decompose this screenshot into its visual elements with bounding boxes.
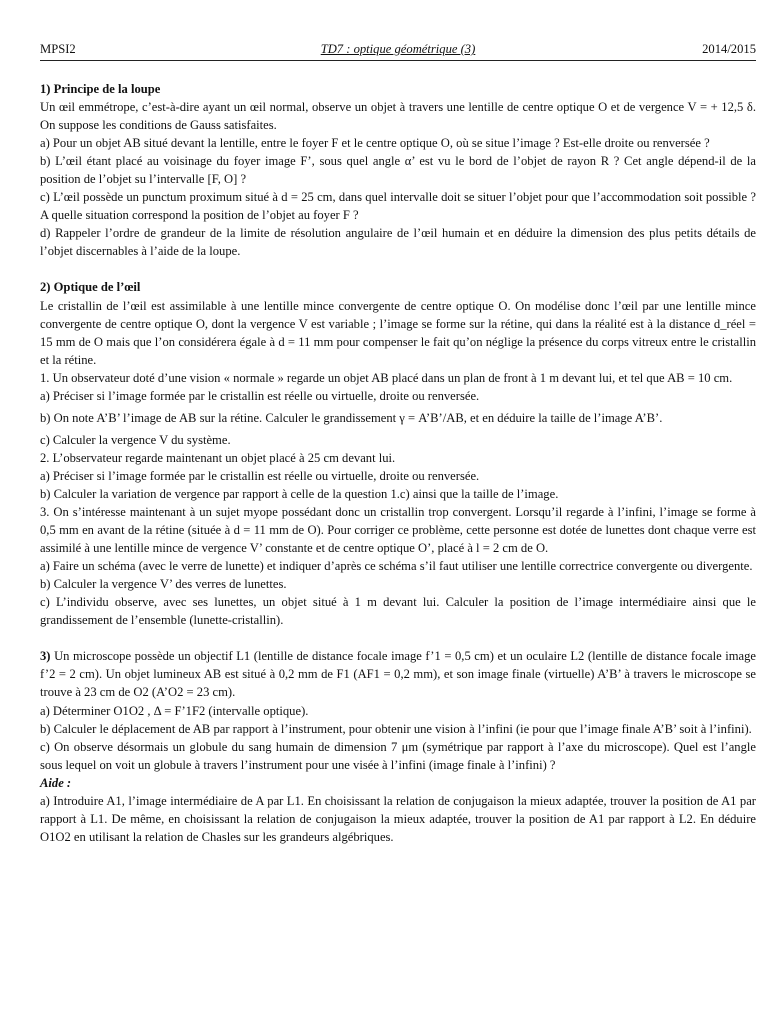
section-2-q1: 1. Un observateur doté d’une vision « normale » regarde un objet AB placé dans un plan de front à 1 m devant lui, et tel que AB = 10 cm. <box>40 370 733 385</box>
section-1-intro: Un œil emmétrope, c’est-à-dire ayant un œil normal, observe un objet à travers une lentille de centre optique O et de vergence V = + 12,5 δ. On suppose les conditions de Gauss satisfaites. <box>40 100 756 133</box>
section-2-q2b: b) Calculer la variation de vergence par rapport à celle de la question 1.c) ainsi que la taille de l’image. <box>40 486 559 501</box>
section-1-question-b: b) L’œil étant placé au voisinage du foyer image F’, sous quel angle α’ est vu le bord de l’objet de rayon R ? Cet angle dépend-il de la position de l’objet su l’intervalle [F, O] ? <box>40 154 756 187</box>
section-1-title: 1) Principe de la loupe <box>40 82 161 96</box>
section-3-title: 3) <box>40 649 51 664</box>
section-2-q3b: b) Calculer la vergence V’ des verres de lunettes. <box>40 577 287 592</box>
section-2-q1b: b) On note A’B’ l’image de AB sur la rétine. Calculer le grandissement γ = A’B’/AB, et en déduire la taille de l’image A’B’. <box>40 410 663 425</box>
section-3-aide-a: a) Introduire A1, l’image intermédiaire de A par L1. En choisissant la relation de conjugaison la mieux adaptée, trouver la position de A1 par rapport à L1. De même, en choisissant la relation de conjugaison la mieux adaptée, trouver la position de A1 par rapport à L2. En déduire O1O2 en utilisant la relation de Chasles sur les grandeurs algébriques. <box>40 793 756 844</box>
section-3-intro <box>40 647 756 701</box>
page-header <box>40 42 756 61</box>
section-1-question-a: a) Pour un objet AB situé devant la lentille, entre le foyer F et le centre optique O, où se situe l’image ? Est-elle droite ou renversée ? <box>40 136 710 151</box>
section-2-title: 2) Optique de l’œil <box>40 280 141 295</box>
section-2-q3c: c) L’individu observe, avec ses lunettes, un objet situé à 1 m devant lui. Calculer la position de l’image intermédiaire ainsi que le grandissement de l’ensemble (lunette-cristallin). <box>40 595 756 628</box>
section-2-q3a: a) Faire un schéma (avec le verre de lunette) et indiquer d’après ce schéma s’il faut utiliser une lentille correctrice convergente ou divergente. <box>40 559 753 574</box>
section-2-q1c: c) Calculer la vergence V du système. <box>40 432 231 447</box>
header-year: 2014/2015 <box>702 42 756 56</box>
section-1-question-d: d) Rappeler l’ordre de grandeur de la limite de résolution angulaire de l’œil humain et en déduire la dimension des plus petits détails de l’objet discernables à l’aide de la loupe. <box>40 226 756 259</box>
section-3-question-b: b) Calculer le déplacement de AB par rapport à l’instrument, pour obtenir une vision à l’infini (ie pour que l’image finale A’B’ soit à l’infini). <box>40 721 752 736</box>
section-2-q1a: a) Préciser si l’image formée par le cristallin est réelle ou virtuelle, droite ou renversée. <box>40 388 480 403</box>
section-3-question-a: a) Déterminer O1O2 , Δ = F’1F2 (intervalle optique). <box>40 703 309 718</box>
header-class: MPSI2 <box>40 42 76 56</box>
header-title: TD7 : optique géométrique (3) <box>320 42 476 56</box>
section-2-q2a: a) Préciser si l’image formée par le cristallin est réelle ou virtuelle, droite ou renversée. <box>40 468 480 483</box>
document-body <box>40 80 756 846</box>
section-3-question-c: c) On observe désormais un globule du sang humain de dimension 7 μm (symétrique par rapport à l’axe du microscope). Quel est l’angle sous lequel on voit un globule à travers l’instrument pour une visée à l’infini (image finale à l’infini) ? <box>40 739 756 772</box>
section-3-text: Un microscope possède un objectif L1 (lentille de distance focale image f’1 = 0,5 cm) et un oculaire L2 (lentille de distance focale image f’2 = 2 cm). Un objet lumineux AB est situé à 0,2 mm de F1 (AF1 = 0,2 mm), et son image finale (virtuelle) A’B’ à travers le microscope se trouve à 23 cm de O2 (A’O2 = 23 cm). <box>40 649 756 700</box>
section-1-question-c: c) L’œil possède un punctum proximum situé à d = 25 cm, dans quel intervalle doit se situer l’objet pour que l’accommodation soit possible ? A quelle situation correspond la position de l’objet au foyer F ? <box>40 190 756 223</box>
section-2-intro: Le cristallin de l’œil est assimilable à une lentille mince convergente de centre optique O. On modélise donc l’œil par une lentille mince convergente de centre optique O, dont la vergence V est variable ; l’image se forme sur la rétine, qui dans la réalité est à la distance d_réel = 15 mm de O mais que l’on considérera égale à d = 11 mm pour compenser le fait qu’on néglige la présence du corps vitreux entre le cristallin et la rétine. <box>40 298 756 367</box>
section-3-aide-label: Aide : <box>40 775 72 790</box>
section-2-q2: 2. L’observateur regarde maintenant un objet placé à 25 cm devant lui. <box>40 450 396 465</box>
section-2-q3: 3. On s’intéresse maintenant à un sujet myope possédant donc un cristallin trop convergent. Lorsqu’il regarde à l’infini, l’image se forme à 0,5 mm en avant de la rétine (située à d = 11 mm de O). Pour corriger ce problème, cette personne est dotée de lunettes dont chaque verre est assimilé à une lentille mince de vergence V’ constante et de centre optique O’, placé à l = 2 cm de O. <box>40 505 756 556</box>
